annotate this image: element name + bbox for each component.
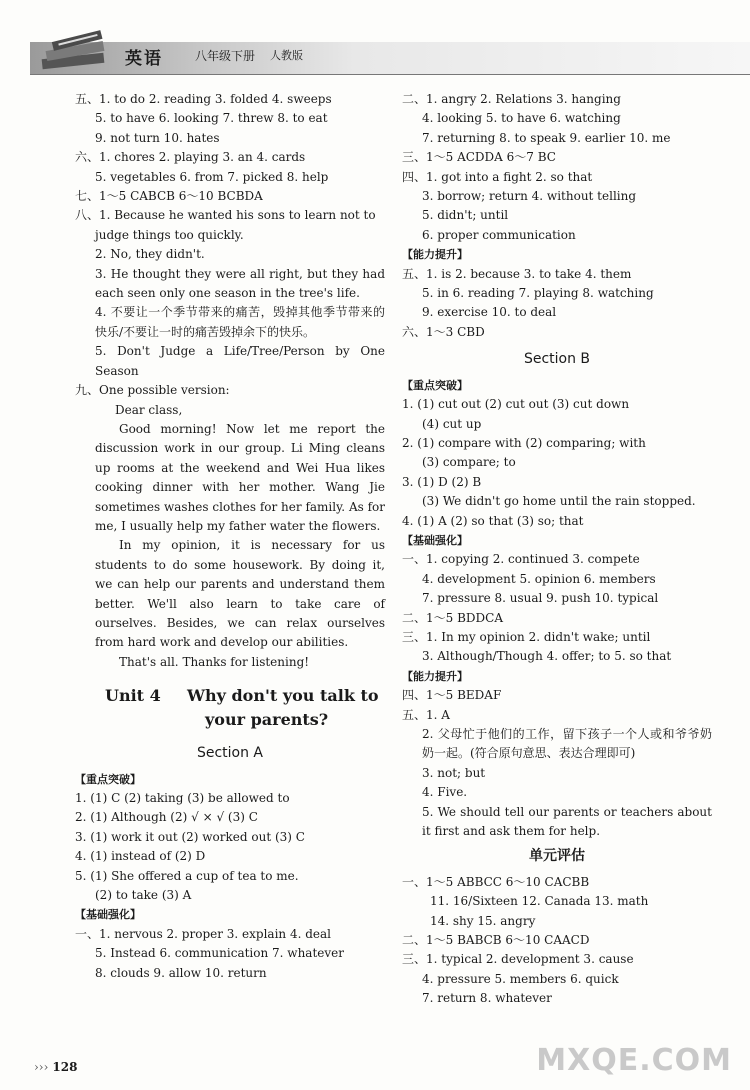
answer-line: 六、1～3 CBD bbox=[402, 324, 485, 339]
page-header bbox=[30, 30, 750, 75]
answer-line: 五、1. A bbox=[402, 707, 450, 722]
left-column bbox=[75, 90, 385, 983]
answer-line: 5. (1) She offered a cup of tea to me. bbox=[75, 868, 299, 883]
answer-line: 三、1. In my opinion 2. didn't wake; until bbox=[402, 629, 651, 644]
answer-line: 二、1～5 BABCB 6～10 CAACD bbox=[402, 933, 590, 948]
stacked-books-icon bbox=[38, 30, 118, 72]
answer-line: 4. (1) A (2) so that (3) so; that bbox=[402, 513, 584, 528]
subsection-heading: 【能力提升】 bbox=[402, 248, 468, 262]
right-column bbox=[402, 90, 712, 1009]
answer-line: 2. (1) compare with (2) comparing; with bbox=[402, 435, 646, 450]
header-rule bbox=[30, 74, 750, 75]
unit-title-continued: your parents? bbox=[205, 710, 329, 730]
letter-paragraph: In my opinion, it is necessary for us students to do some housework. By doing it, we can help our parents and understand them better. We'll also learn to take care of ourselves. Besides, we can relax ourselves from hard work and develop our abilities. bbox=[95, 538, 385, 650]
answer-line: 1. (1) C (2) taking (3) be allowed to bbox=[75, 791, 290, 805]
answer-line: 3. He thought they were all right, but they had each seen only one season in the tree's life. bbox=[95, 266, 385, 301]
answer-line: 4. development 5. opinion 6. members bbox=[422, 571, 656, 586]
subsection-heading: 【重点突破】 bbox=[402, 378, 468, 392]
watermark-logo: MXQE.COM bbox=[536, 1043, 732, 1078]
chevron-right-icon: ››› bbox=[34, 1060, 49, 1074]
answer-line: 9. exercise 10. to deal bbox=[422, 305, 557, 320]
subsection-heading: 【基础强化】 bbox=[75, 908, 141, 922]
answer-line: 2. No, they didn't. bbox=[95, 247, 205, 262]
answer-line: 3. (1) work it out (2) worked out (3) C bbox=[75, 829, 305, 844]
page-number bbox=[34, 1060, 77, 1074]
answer-line: 二、1. angry 2. Relations 3. hanging bbox=[402, 92, 621, 106]
answer-line: 一、1. copying 2. continued 3. compete bbox=[402, 552, 640, 567]
answer-line: 1. (1) cut out (2) cut out (3) cut down bbox=[402, 397, 630, 412]
answer-line: (3) compare; to bbox=[422, 455, 516, 470]
answer-line: 14. shy 15. angry bbox=[430, 913, 536, 928]
answer-line: 七、1～5 CABCB 6～10 BCBDA bbox=[75, 189, 263, 204]
answer-line: 九、One possible version: bbox=[75, 383, 230, 398]
answer-line: 4. (1) instead of (2) D bbox=[75, 849, 206, 864]
answer-line: 5. Instead 6. communication 7. whatever bbox=[95, 946, 344, 961]
section-heading: Section B bbox=[523, 351, 591, 368]
page-number-value: 128 bbox=[52, 1060, 78, 1074]
answer-line: 四、1. got into a fight 2. so that bbox=[402, 169, 593, 184]
edition-label: 人教版 bbox=[270, 49, 303, 62]
answer-line: (3) We didn't go home until the rain stopped. bbox=[422, 494, 696, 509]
answer-line: 3. (1) D (2) B bbox=[402, 474, 482, 489]
answer-line: (4) cut up bbox=[422, 416, 482, 431]
answer-line: 八、1. Because he wanted his sons to learn not to judge things too quickly. bbox=[75, 208, 376, 242]
letter-paragraph: Good morning! Now let me report the discussion work in our group. Li Ming cleans up rooms at the weekend and Wei Hua likes cooking dinner with her mother. Wang Jie sometimes washes clothes for her family. As for me, I usually help my father water the flowers. bbox=[95, 421, 385, 533]
answer-line: 5. We should tell our parents or teachers about it first and ask them for help. bbox=[422, 804, 712, 839]
answer-line: 5. vegetables 6. from 7. picked 8. help bbox=[95, 169, 329, 184]
answer-line: 9. not turn 10. hates bbox=[95, 130, 220, 145]
answer-line: 2. 父母忙于他们的工作，留下孩子一个人或和爷爷奶奶一起。(符合原句意思、表达合理即可) bbox=[422, 727, 712, 761]
subsection-heading: 【重点突破】 bbox=[75, 772, 141, 786]
answer-line: 三、1. typical 2. development 3. cause bbox=[402, 952, 634, 967]
grade-label: 八年级下册 bbox=[195, 49, 256, 63]
answer-line: 4. Five. bbox=[422, 785, 468, 800]
answer-line: 7. pressure 8. usual 9. push 10. typical bbox=[422, 591, 659, 606]
answer-line: 一、1. nervous 2. proper 3. explain 4. deal bbox=[75, 926, 332, 941]
answer-line: 4. 不要让一个季节带来的痛苦，毁掉其他季节带来的快乐/不要让一时的痛苦毁掉余下的快乐。 bbox=[95, 305, 385, 339]
subject-title: 英语 bbox=[125, 49, 163, 69]
answer-line: (2) to take (3) A bbox=[95, 888, 192, 903]
answer-line: 5. to have 6. looking 7. threw 8. to eat bbox=[95, 111, 328, 126]
answer-line: 六、1. chores 2. playing 3. an 4. cards bbox=[75, 150, 306, 165]
unit-title: Why don't you talk to bbox=[187, 686, 379, 706]
section-heading: 单元评估 bbox=[529, 848, 585, 865]
answer-line: 四、1～5 BEDAF bbox=[402, 688, 502, 703]
answer-line: 4. looking 5. to have 6. watching bbox=[422, 111, 621, 126]
answer-line: 6. proper communication bbox=[422, 227, 576, 242]
answer-line: 2. (1) Although (2) √ × √ (3) C bbox=[75, 810, 258, 825]
answer-line: 三、1～5 ACDDA 6～7 BC bbox=[402, 150, 556, 165]
answer-line: 7. return 8. whatever bbox=[422, 991, 552, 1006]
answer-line: 4. pressure 5. members 6. quick bbox=[422, 971, 619, 986]
answer-line: 11. 16/Sixteen 12. Canada 13. math bbox=[430, 894, 649, 909]
answer-line: 7. returning 8. to speak 9. earlier 10. me bbox=[422, 130, 671, 145]
subsection-heading: 【基础强化】 bbox=[402, 533, 468, 547]
section-heading: Section A bbox=[196, 745, 264, 762]
answer-line: 5. Don't Judge a Life/Tree/Person by One Season bbox=[95, 344, 385, 378]
letter-greeting: Dear class, bbox=[115, 402, 183, 417]
answer-line: 5. in 6. reading 7. playing 8. watching bbox=[422, 286, 654, 301]
subsection-heading: 【能力提升】 bbox=[402, 669, 468, 683]
sample-letter bbox=[75, 401, 385, 673]
answer-line: 五、1. to do 2. reading 3. folded 4. sweeps bbox=[75, 92, 332, 106]
unit-number: Unit 4 bbox=[105, 686, 161, 706]
answer-line: 3. borrow; return 4. without telling bbox=[422, 189, 637, 204]
answer-line: 3. Although/Though 4. offer; to 5. so that bbox=[422, 649, 672, 664]
answer-line: 二、1～5 BDDCA bbox=[402, 610, 503, 625]
answer-line: 3. not; but bbox=[422, 765, 486, 780]
letter-closing: That's all. Thanks for listening! bbox=[119, 654, 310, 669]
answer-line: 8. clouds 9. allow 10. return bbox=[95, 965, 267, 980]
answer-line: 一、1～5 ABBCC 6～10 CACBB bbox=[402, 874, 590, 889]
answer-line: 5. didn't; until bbox=[422, 208, 509, 223]
unit-heading bbox=[105, 684, 385, 732]
answer-line: 五、1. is 2. because 3. to take 4. them bbox=[402, 266, 632, 281]
